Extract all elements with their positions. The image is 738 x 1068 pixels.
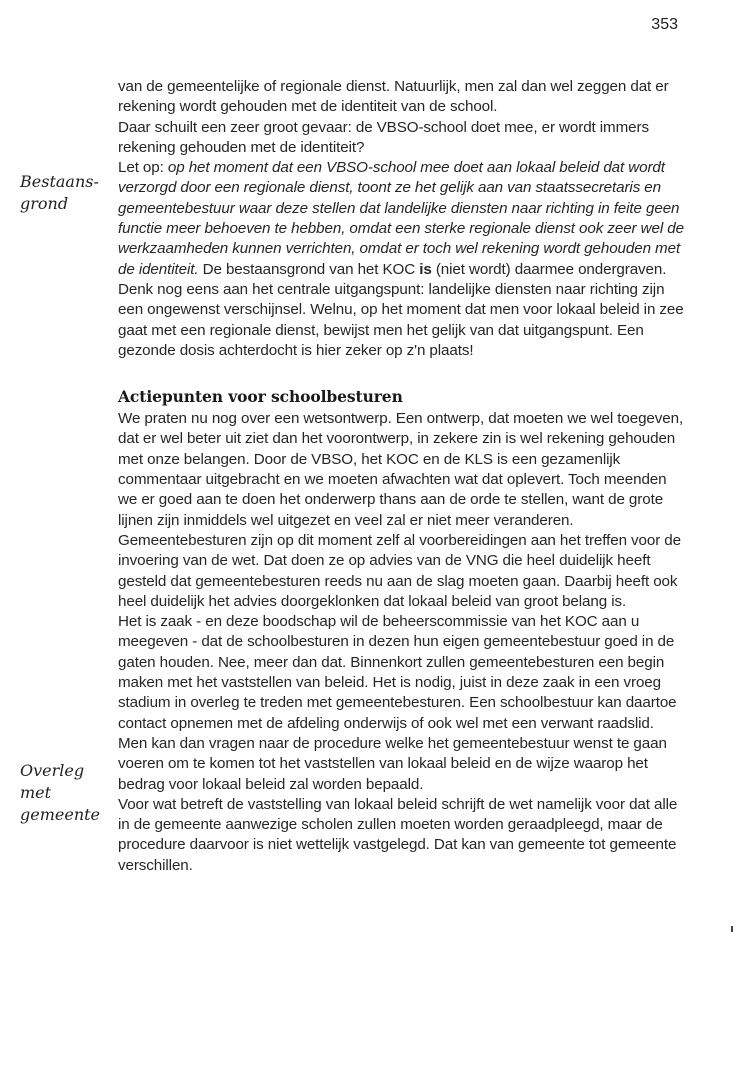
paragraph-1: van de gemeentelijke of regionale dienst. Natuurlijk, men zal dan wel zeggen dat er rekening wordt gehouden met de identiteit van de school. bbox=[118, 78, 669, 116]
scan-edge-mark bbox=[731, 926, 733, 932]
paragraph-2: Daar schuilt een zeer groot gevaar: de VBSO-school doet mee, er wordt immers rekening gehouden met de identiteit? bbox=[118, 118, 649, 156]
paragraph-3-mid: De bestaansgrond van het KOC bbox=[198, 260, 420, 278]
paragraph-5: We praten nu nog over een wetsontwerp. Een ontwerp, dat moeten we wel toegeven, dat er wel beter uit ziet dan het voorontwerp, in zekere zin is wel rekening gehouden met onze belangen. Door de VBSO, het KOC en de KLS is een gezamenlijk commentaar uitgebracht en we moeten afwachten wat dat oplevert. Toch meenden we er goed aan te doen het onderwerp thans aan de orde te stellen, want de grote lijnen zijn inmiddels wel uitgezet en veel zal er niet meer veranderen. bbox=[118, 410, 684, 529]
paragraph-3-lead: Let op: bbox=[118, 159, 168, 177]
paragraph-3 bbox=[118, 158, 686, 280]
margin-note-overleg-met-gemeente: Overleg met gemeente bbox=[20, 761, 101, 824]
paragraph-6: Gemeentebesturen zijn op dit moment zelf al voorbereidingen aan het treffen voor de invoering van de wet. Dat doen ze op advies van de VNG die heel duidelijk heeft gesteld dat gemeentebesturen reeds nu aan de slag moeten gaan. Daarbij heeft ook heel duidelijk het advies doorgeklonken dat lokaal beleid van groot belang is. bbox=[118, 531, 681, 610]
page-number: 353 bbox=[651, 16, 678, 33]
paragraph-3-bold: is bbox=[419, 260, 432, 278]
paragraph-7: Het is zaak - en deze boodschap wil de beheerscommissie van het KOC aan u meegeven - dat de schoolbesturen in dezen hun eigen gemeentebestuur goed in de gaten houden. Nee, meer dan dat. Binnenkort zullen gemeentebesturen een begin maken met het vaststellen van beleid. Het is nodig, juist in deze zaak in een vroeg stadium in overleg te treden met gemeentebesturen. Een schoolbestuur kan daartoe contact opnemen met de afdeling onderwijs of ook wel met een verwant raadslid. Men kan dan vragen naar de procedure welke het gemeentebestuur wenst te gaan voeren om te komen tot het vaststellen van lokaal beleid en de wijze waarop het bedrag voor lokaal beleid zal worden bepaald. bbox=[118, 613, 677, 793]
margin-note-bestaansgrond: Bestaans- grond bbox=[20, 172, 99, 213]
paragraph-4: Denk nog eens aan het centrale uitgangspunt: landelijke diensten naar richting zijn een ongewenst verschijnsel. Welnu, op het moment dat men voor lokaal beleid in zee gaat met een regionale dienst, bewijst men het gelijk van dat uitgangspunt. Een gezonde dosis achterdocht is hier zeker op z'n plaats! bbox=[118, 280, 684, 359]
paragraph-8: Voor wat betreft de vaststelling van lokaal beleid schrijft de wet namelijk voor dat alle in de gemeente aanwezige scholen zullen moeten worden geraadpleegd, maar de procedure daarvoor is niet wettelijk vastgelegd. Dat kan van gemeente tot gemeente verschillen. bbox=[118, 795, 678, 874]
paragraph-3-tail: (niet wordt) daarmee ondergraven. bbox=[431, 260, 667, 278]
paragraph-3-italic: op het moment dat een VBSO-school mee doet aan lokaal beleid dat wordt verzorgd door een regionale dienst, toont ze het gelijk aan van staatssecretaris en gemeentebestuur waar deze stellen dat landelijke diensten naar richting in feite geen functie meer behoeven te hebben, omdat een sterke regionale dienst ook zeer wel de werkzaamheden kunnen verrichten, omdat er toch wel rekening wordt gehouden met de identiteit. bbox=[118, 159, 684, 278]
body-text bbox=[118, 77, 686, 876]
section-heading: Actiepunten voor schoolbesturen bbox=[118, 387, 403, 407]
